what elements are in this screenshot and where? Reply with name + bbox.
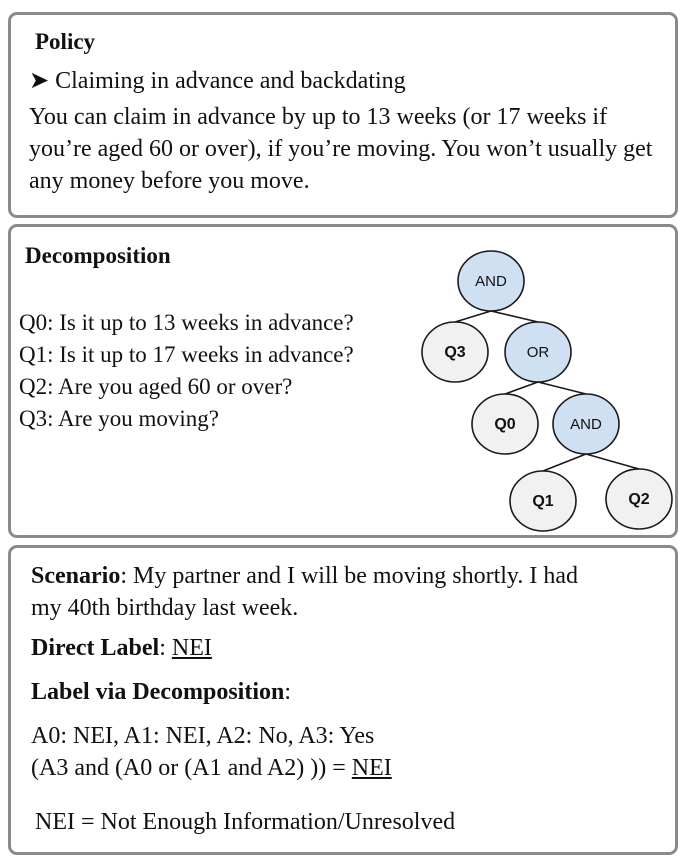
tree-node-q0 xyxy=(472,394,538,454)
policy-heading: Policy xyxy=(35,29,96,54)
arrow-icon: ➤ xyxy=(29,68,50,94)
nei-definition: NEI = Not Enough Information/Unresolved xyxy=(35,809,456,835)
tree-node-label-q3: Q3 xyxy=(444,344,466,361)
formula-result: NEI xyxy=(351,755,392,781)
decomposition-tree xyxy=(11,227,675,535)
policy-body: You can claim in advance by up to 13 weeks (or 17 weeks if you’re aged 60 or over), if you’re moving. You won’t usually get any money before you move. xyxy=(29,104,653,194)
policy-subtitle-text: Claiming in advance and backdating xyxy=(55,68,406,94)
question-q1: Q1: Is it up to 17 weeks in advance? xyxy=(19,342,354,367)
tree-edge-and2-q2 xyxy=(586,454,639,469)
question-q0: Q0: Is it up to 13 weeks in advance? xyxy=(19,310,354,335)
question-q3: Q3: Are you moving? xyxy=(19,406,219,431)
tree-edge-root-q3 xyxy=(455,311,491,322)
decomposition-heading: Decomposition xyxy=(25,243,171,268)
tree-edge-and2-q1 xyxy=(543,454,586,471)
tree-node-label-and2: AND xyxy=(570,416,602,433)
question-q2: Q2: Are you aged 60 or over? xyxy=(19,374,293,399)
decomposition-panel xyxy=(8,224,678,538)
tree-node-or xyxy=(505,322,571,382)
answers-line: A0: NEI, A1: NEI, A2: No, A3: Yes xyxy=(31,723,375,749)
tree-node-q3 xyxy=(422,322,488,382)
direct-label: Direct Label xyxy=(31,635,160,661)
via-decomposition-colon: : xyxy=(284,679,292,705)
tree-node-label-q0: Q0 xyxy=(494,416,516,433)
tree-edge-or-and2 xyxy=(538,382,586,394)
tree-edge-or-q0 xyxy=(505,382,538,394)
policy-panel xyxy=(8,12,678,218)
scenario-line-1 xyxy=(31,560,578,592)
formula-expression: (A3 and (A0 or (A1 and A2) )) = xyxy=(31,755,352,781)
direct-label-line xyxy=(31,632,212,664)
via-decomposition-line xyxy=(31,676,291,708)
tree-node-label-q2: Q2 xyxy=(628,491,650,508)
tree-node-and2 xyxy=(553,394,619,454)
tree-node-root xyxy=(458,251,524,311)
via-decomposition-label: Label via Decomposition xyxy=(31,679,285,705)
tree-edge-root-or xyxy=(491,311,538,322)
tree-node-q1 xyxy=(510,471,576,531)
tree-node-label-or: OR xyxy=(526,344,550,361)
direct-label-colon: : xyxy=(159,635,166,661)
scenario-colon: : xyxy=(120,563,127,589)
policy-subtitle xyxy=(29,65,406,97)
formula-line xyxy=(31,752,392,784)
scenario-panel xyxy=(8,545,678,855)
tree-node-q2 xyxy=(606,469,672,529)
scenario-text-2: my 40th birthday last week. xyxy=(31,595,299,621)
scenario-label: Scenario xyxy=(31,563,121,589)
direct-label-value: NEI xyxy=(171,635,212,661)
scenario-text-1: My partner and I will be moving shortly. I had xyxy=(127,563,579,589)
tree-node-label-root: AND xyxy=(475,273,507,290)
tree-node-label-q1: Q1 xyxy=(532,493,554,510)
